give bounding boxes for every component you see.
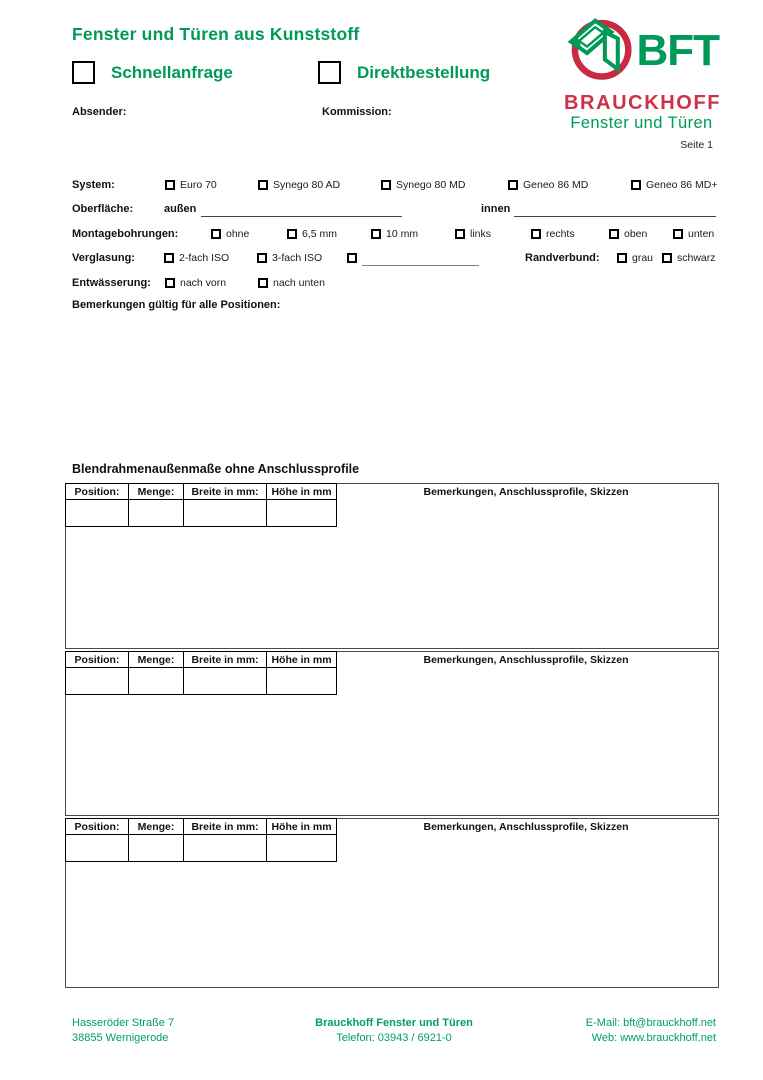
- montage-option-6-5-mm: [287, 226, 337, 242]
- montage-option-oben: [609, 226, 647, 242]
- footer-street: Hasseröder Straße 7: [72, 1017, 175, 1029]
- montage-option-ohne: [211, 226, 249, 242]
- kommission-label: Kommission:: [322, 106, 392, 118]
- hoehe-header: Höhe in mm: [267, 819, 337, 835]
- footer-contact: [586, 1016, 716, 1045]
- schnellanfrage-option: [72, 61, 233, 84]
- absender-label: Absender:: [72, 106, 127, 118]
- bemerkungen-alle-label: Bemerkungen gültig für alle Positionen:: [72, 299, 281, 311]
- oberflaeche-row: [0, 201, 763, 217]
- breite-cell[interactable]: [184, 668, 267, 695]
- system-option-euro-70: [165, 177, 217, 193]
- geneo-86-md-checkbox[interactable]: [508, 180, 518, 190]
- verglasung-option-custom: [347, 250, 357, 266]
- breite-cell[interactable]: [184, 835, 267, 862]
- verglasung-label: Verglasung:: [72, 252, 135, 264]
- randverbund-option-schwarz: [662, 250, 716, 266]
- page-number: Seite 1: [680, 139, 713, 151]
- logo-tagline: Fenster und Türen: [570, 114, 713, 132]
- grau-label: grau: [632, 252, 654, 264]
- system-option-synego-80-md: [381, 177, 465, 193]
- position-header: Position:: [66, 484, 129, 500]
- verglasung-custom-checkbox[interactable]: [347, 253, 357, 263]
- system-option-geneo-86-md: [508, 177, 588, 193]
- schnellanfrage-label: Schnellanfrage: [111, 62, 233, 82]
- synego-80-ad-label: Synego 80 AD: [273, 179, 341, 191]
- menge-cell[interactable]: [129, 835, 184, 862]
- grau-checkbox[interactable]: [617, 253, 627, 263]
- rechts-label: rechts: [546, 228, 575, 240]
- menge-header: Menge:: [129, 819, 184, 835]
- position-cell[interactable]: [66, 835, 129, 862]
- system-label: System:: [72, 179, 115, 191]
- randverbund-label: Randverbund:: [525, 252, 600, 264]
- ohne-label: ohne: [226, 228, 250, 240]
- bemerkungen-header: Bemerkungen, Anschlussprofile, Skizzen: [423, 486, 629, 498]
- breite-header: Breite in mm:: [184, 484, 267, 500]
- montagebohrungen-label: Montagebohrungen:: [72, 228, 179, 240]
- innen-input-line[interactable]: [514, 201, 716, 217]
- hoehe-cell[interactable]: [267, 500, 337, 527]
- footer-phone: Telefon: 03943 / 6921-0: [336, 1031, 452, 1044]
- hoehe-header: Höhe in mm: [267, 652, 337, 668]
- footer-city: 38855 Wernigerode: [72, 1031, 169, 1044]
- montage-option-rechts: [531, 226, 575, 242]
- bemerkungen-header: Bemerkungen, Anschlussprofile, Skizzen: [423, 654, 629, 666]
- euro-70-checkbox[interactable]: [165, 180, 175, 190]
- breite-header: Breite in mm:: [184, 819, 267, 835]
- schwarz-checkbox[interactable]: [662, 253, 672, 263]
- 2-fach-iso-label: 2-fach ISO: [179, 252, 230, 264]
- verglasung-custom-input-line[interactable]: [362, 250, 479, 266]
- verglasung-option-2-fach-iso: [164, 250, 229, 266]
- positions-table-2: [65, 651, 719, 816]
- montage-option-unten: [673, 226, 714, 242]
- synego-80-md-checkbox[interactable]: [381, 180, 391, 190]
- 3-fach-iso-checkbox[interactable]: [257, 253, 267, 263]
- synego-80-md-label: Synego 80 MD: [396, 179, 466, 191]
- position-header: Position:: [66, 652, 129, 668]
- geneo-86-md-plus-checkbox[interactable]: [631, 180, 641, 190]
- geneo-86-md-plus-label: Geneo 86 MD+: [646, 179, 718, 191]
- breite-cell[interactable]: [184, 500, 267, 527]
- oben-label: oben: [624, 228, 648, 240]
- geneo-86-md-label: Geneo 86 MD: [523, 179, 589, 191]
- nach-vorn-checkbox[interactable]: [165, 278, 175, 288]
- measurements-grid-1: [65, 483, 337, 527]
- links-checkbox[interactable]: [455, 229, 465, 239]
- system-row: [0, 177, 763, 193]
- 10-mm-label: 10 mm: [386, 228, 419, 240]
- measurements-grid-3: [65, 818, 337, 862]
- positions-table-1: [65, 483, 719, 649]
- footer-email[interactable]: E-Mail: bft@brauckhoff.net: [585, 1017, 716, 1029]
- system-option-synego-80-ad: [258, 177, 340, 193]
- footer-web[interactable]: Web: www.brauckhoff.net: [591, 1031, 716, 1044]
- page-title: Fenster und Türen aus Kunststoff: [72, 24, 360, 44]
- schwarz-label: schwarz: [677, 252, 716, 264]
- sketch-area-3[interactable]: [338, 839, 717, 986]
- position-cell[interactable]: [66, 668, 129, 695]
- menge-header: Menge:: [129, 652, 184, 668]
- sketch-area-1[interactable]: [338, 504, 717, 647]
- euro-70-label: Euro 70: [180, 179, 217, 191]
- positions-table-3: [65, 818, 719, 988]
- schnellanfrage-checkbox[interactable]: [72, 61, 95, 84]
- direktbestellung-checkbox[interactable]: [318, 61, 341, 84]
- entwaesserung-label: Entwässerung:: [72, 277, 151, 289]
- unten-checkbox[interactable]: [673, 229, 683, 239]
- position-header: Position:: [66, 819, 129, 835]
- 6-5-mm-label: 6,5 mm: [302, 228, 338, 240]
- breite-header: Breite in mm:: [184, 652, 267, 668]
- bemerkungen-alle-area[interactable]: [72, 315, 716, 455]
- footer-company: Brauckhoff Fenster und Türen: [315, 1017, 473, 1029]
- 10-mm-checkbox[interactable]: [371, 229, 381, 239]
- menge-header: Menge:: [129, 484, 184, 500]
- unten-label: unten: [688, 228, 715, 240]
- position-cell[interactable]: [66, 500, 129, 527]
- direktbestellung-label: Direktbestellung: [357, 62, 491, 82]
- positions-section-title: Blendrahmenaußenmaße ohne Anschlussprofile: [72, 462, 360, 476]
- randverbund-option-grau: [617, 250, 653, 266]
- ohne-checkbox[interactable]: [211, 229, 221, 239]
- entwaesserung-option-nach-unten: [258, 275, 325, 291]
- 6-5-mm-checkbox[interactable]: [287, 229, 297, 239]
- bft-logo: [564, 12, 722, 133]
- verglasung-row: [0, 250, 763, 266]
- innen-label: innen: [481, 203, 511, 215]
- menge-cell[interactable]: [129, 668, 184, 695]
- montage-option-10-mm: [371, 226, 418, 242]
- logo-company-name: BRAUCKHOFF: [564, 92, 722, 114]
- system-option-geneo-86-md-plus: [631, 177, 718, 193]
- hoehe-header: Höhe in mm: [267, 484, 337, 500]
- nach-unten-label: nach unten: [273, 277, 325, 289]
- nach-vorn-label: nach vorn: [180, 277, 227, 289]
- sketch-area-2[interactable]: [338, 672, 717, 814]
- links-label: links: [470, 228, 492, 240]
- aussen-label: außen: [164, 203, 197, 215]
- aussen-input-line[interactable]: [201, 201, 402, 217]
- oberflaeche-label: Oberfläche:: [72, 203, 134, 215]
- hoehe-cell[interactable]: [267, 835, 337, 862]
- montage-option-links: [455, 226, 491, 242]
- menge-cell[interactable]: [129, 500, 184, 527]
- hoehe-cell[interactable]: [267, 668, 337, 695]
- verglasung-option-3-fach-iso: [257, 250, 322, 266]
- synego-80-ad-checkbox[interactable]: [258, 180, 268, 190]
- 2-fach-iso-checkbox[interactable]: [164, 253, 174, 263]
- bft-logo-icon: [566, 11, 634, 92]
- oben-checkbox[interactable]: [609, 229, 619, 239]
- logo-abbr: BFT: [636, 26, 719, 75]
- nach-unten-checkbox[interactable]: [258, 278, 268, 288]
- bemerkungen-header: Bemerkungen, Anschlussprofile, Skizzen: [423, 821, 629, 833]
- entwaesserung-row: [0, 275, 763, 291]
- montagebohrungen-row: [0, 226, 763, 242]
- entwaesserung-option-nach-vorn: [165, 275, 226, 291]
- measurements-grid-2: [65, 651, 337, 695]
- direktbestellung-option: [318, 61, 490, 84]
- rechts-checkbox[interactable]: [531, 229, 541, 239]
- 3-fach-iso-label: 3-fach ISO: [272, 252, 323, 264]
